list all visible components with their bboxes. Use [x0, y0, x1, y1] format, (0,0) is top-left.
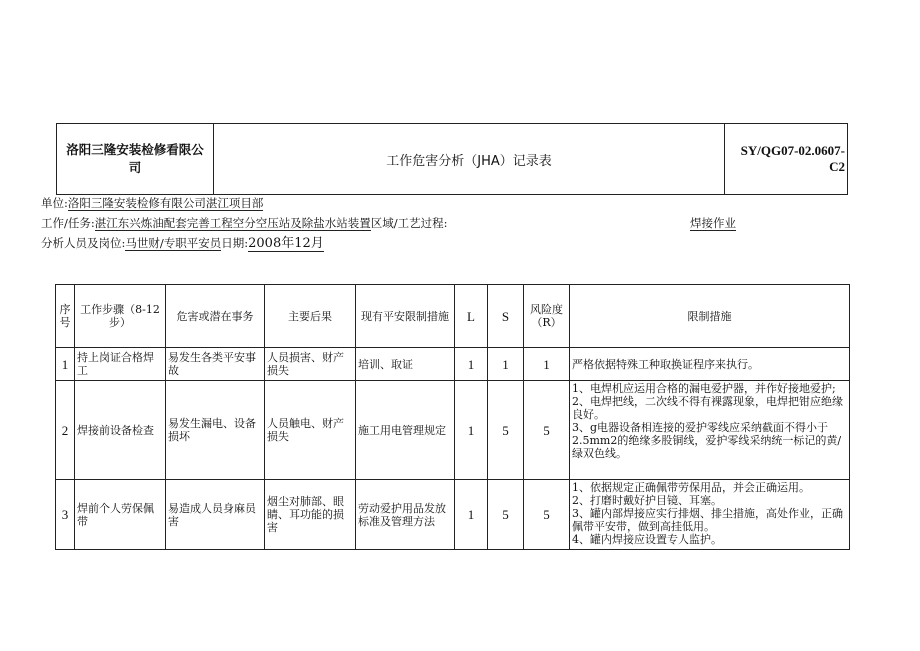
control-item: 3、罐内部焊接应实行排烟、排尘措施，高处作业，正确佩带平安带，做到高挂低用。: [572, 507, 843, 533]
row-controls: [570, 348, 850, 381]
table-row: [56, 381, 850, 480]
row-l: 1: [455, 480, 488, 550]
col-l: L: [455, 285, 488, 348]
row-hazard: 易造成人员身麻员害: [166, 480, 265, 550]
col-hazard: 危害或潜在事务: [166, 285, 265, 348]
analyst-line: [41, 236, 324, 251]
task-label: 工作/任务:: [41, 216, 95, 230]
row-step: 焊接前设备检查: [75, 381, 166, 480]
row-existing: 施工用电管理规定: [356, 381, 455, 480]
row-seq: 1: [56, 348, 75, 381]
col-consequence: 主要后果: [265, 285, 356, 348]
col-risk: 风险度（R）: [524, 285, 570, 348]
jha-table: [55, 284, 850, 550]
row-s: 5: [488, 480, 524, 550]
row-s: 1: [488, 348, 524, 381]
control-item: 3、g电器设备相连接的爱护零线应采纳截面不得小于: [572, 421, 829, 434]
company-name: 洛阳三隆安装检修看限公司: [57, 124, 214, 195]
col-step: 工作步骤（8-12步）: [75, 285, 166, 348]
analyst-label: 分析人员及岗位:: [41, 236, 126, 250]
area-label: 区域/工艺过程:: [370, 216, 448, 230]
row-l: 1: [455, 348, 488, 381]
task-line: [41, 216, 448, 230]
table-row: [56, 348, 850, 381]
col-s: S: [488, 285, 524, 348]
task-value: 湛江东兴炼油配套完善工程空分空压站及除盐水站装置: [94, 216, 371, 230]
form-code: SY/QG07-02.0607-C2: [725, 124, 848, 195]
process-line: [690, 216, 736, 230]
row-step: 持上岗证合格焊工: [75, 348, 166, 381]
form-title: 工作危害分析（JHA）记录表: [214, 124, 725, 195]
analyst-value: 马世财/专职平安员: [125, 236, 222, 250]
row-r: 5: [524, 480, 570, 550]
row-existing: 劳动爱护用品发放标准及管理方法: [356, 480, 455, 550]
row-hazard: 易发生漏电、设备损坏: [166, 381, 265, 480]
unit-line: [41, 196, 263, 210]
header-table: [56, 123, 848, 195]
col-existing: 现有平安限制措施: [356, 285, 455, 348]
row-l: 1: [455, 381, 488, 480]
row-step: 焊前个人劳保佩带: [75, 480, 166, 550]
row-seq: 3: [56, 480, 75, 550]
control-item: 1、电焊机应运用合格的漏电爱护器，并作好接地爱护;: [572, 382, 836, 395]
row-seq: 2: [56, 381, 75, 480]
row-consequence: 人员触电、财产损失: [265, 381, 356, 480]
row-s: 5: [488, 381, 524, 480]
row-r: 1: [524, 348, 570, 381]
row-controls: [570, 381, 850, 480]
control-item: 2.5mm2的绝缘多股铜线，爱护零线采纳统一标记的黄/绿双色线。: [572, 434, 842, 460]
row-existing: 培训、取证: [356, 348, 455, 381]
control-item: 4、罐内焊接应设置专人监护。: [572, 533, 722, 546]
row-consequence: 人员损害、财产损失: [265, 348, 356, 381]
control-item: 2、打磨时戴好护目镜、耳塞。: [572, 494, 722, 507]
row-controls: [570, 480, 850, 550]
row-r: 5: [524, 381, 570, 480]
row-hazard: 易发生各类平安事故: [166, 348, 265, 381]
unit-label: 单位:: [41, 196, 68, 210]
control-item: 2、电焊把线，二次线不得有裸露现象，电焊把钳应绝缘良好。: [572, 395, 843, 421]
control-item: 严格依据特殊工种取换证程序来执行。: [572, 357, 759, 371]
col-control: 限制措施: [570, 285, 850, 348]
process-value: 焊接作业: [690, 216, 736, 230]
unit-value: 洛阳三隆安装检修有限公司湛江项目部: [67, 196, 264, 210]
control-item: 1、依据规定正确佩带劳保用品，并会正确运用。: [572, 481, 810, 494]
date-label: 日期:: [221, 236, 249, 250]
row-consequence: 烟尘对肺部、眼睛、耳功能的损害: [265, 480, 356, 550]
table-header-row: [56, 285, 850, 348]
col-seq: 序号: [56, 285, 75, 348]
table-row: [56, 480, 850, 550]
date-value: 2008年12月: [248, 236, 324, 251]
